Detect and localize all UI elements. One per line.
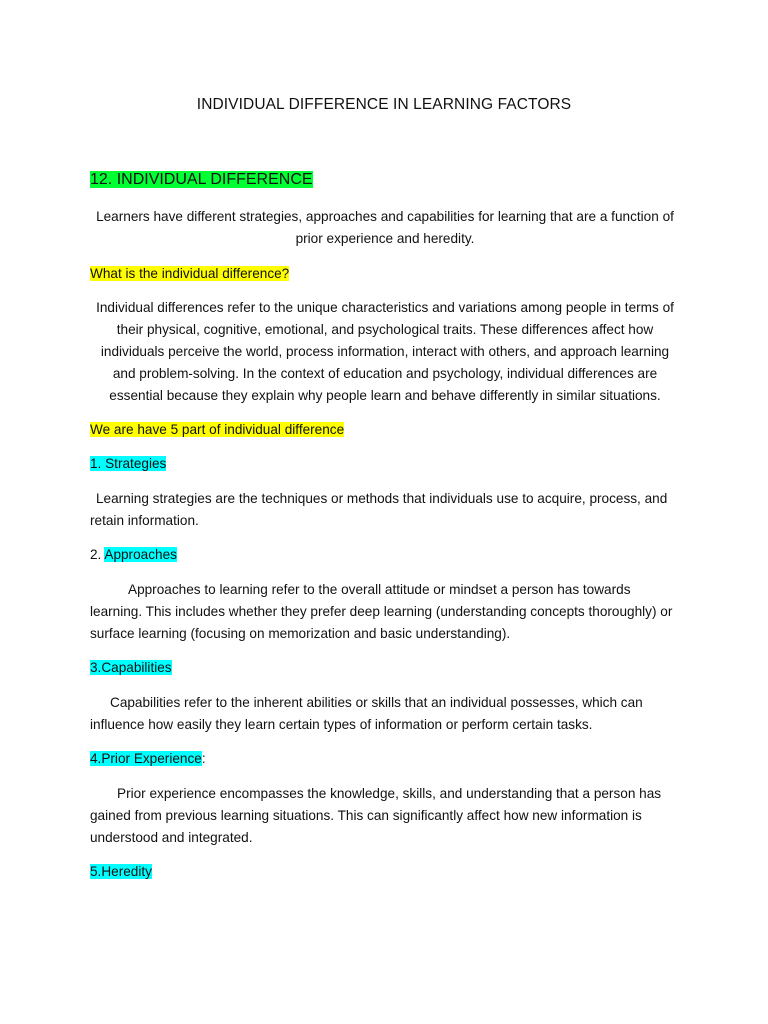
part-heading-3-text: 3.Capabilities bbox=[90, 660, 172, 675]
parts-heading bbox=[90, 419, 680, 441]
document-title: INDIVIDUAL DIFFERENCE IN LEARNING FACTORS bbox=[196, 96, 572, 113]
section-heading-text: 12. INDIVIDUAL DIFFERENCE bbox=[90, 171, 313, 188]
question-heading bbox=[90, 263, 680, 285]
part-heading-1 bbox=[90, 453, 680, 475]
part-text-1: Learning strategies are the techniques or methods that individuals use to acquire, process, and retain information. bbox=[90, 491, 668, 528]
part-heading-5 bbox=[90, 861, 680, 883]
section-heading bbox=[90, 169, 680, 191]
definition-paragraph: Individual differences refer to the unique characteristics and variations among people in terms of their physical, cognitive, emotional, and psychological traits. These differences affect how individuals perceive the world, process information, interact with others, and approach learning and problem-solving. In the context of education and psychology, individual differences are essential because they explain why people learn and behave differently in similar situations. bbox=[96, 300, 674, 403]
part-text-3: Capabilities refer to the inherent abilities or skills that an individual possesses, which can influence how easily they learn certain types of information or perform certain tasks. bbox=[90, 695, 643, 732]
part-heading-1-text: 1. Strategies bbox=[90, 456, 167, 471]
part-heading-4: 4.Prior Experience: bbox=[90, 751, 206, 766]
part-heading-5-text: 5.Heredity bbox=[90, 864, 152, 879]
part-heading-2-text: Approaches bbox=[104, 547, 177, 562]
parts-heading-text: We are have 5 part of individual difference bbox=[90, 422, 345, 437]
part-heading-2: 2. Approaches bbox=[90, 547, 177, 562]
part-heading-4-text: 4.Prior Experience bbox=[90, 751, 202, 766]
part-text-2: Approaches to learning refer to the overall attitude or mindset a person has towards learning. This includes whether they prefer deep learning (understanding concepts thoroughly) or surface learning (focusing on memorization and basic understanding). bbox=[90, 582, 673, 641]
part-text-4: Prior experience encompasses the knowledge, skills, and understanding that a person has gained from previous learning situations. This can significantly affect how new information is understood and integrated. bbox=[90, 786, 662, 845]
part-heading-3 bbox=[90, 657, 680, 679]
question-text: What is the individual difference? bbox=[90, 266, 290, 281]
intro-paragraph: Learners have different strategies, approaches and capabilities for learning that are a function of prior experience and heredity. bbox=[96, 209, 674, 246]
